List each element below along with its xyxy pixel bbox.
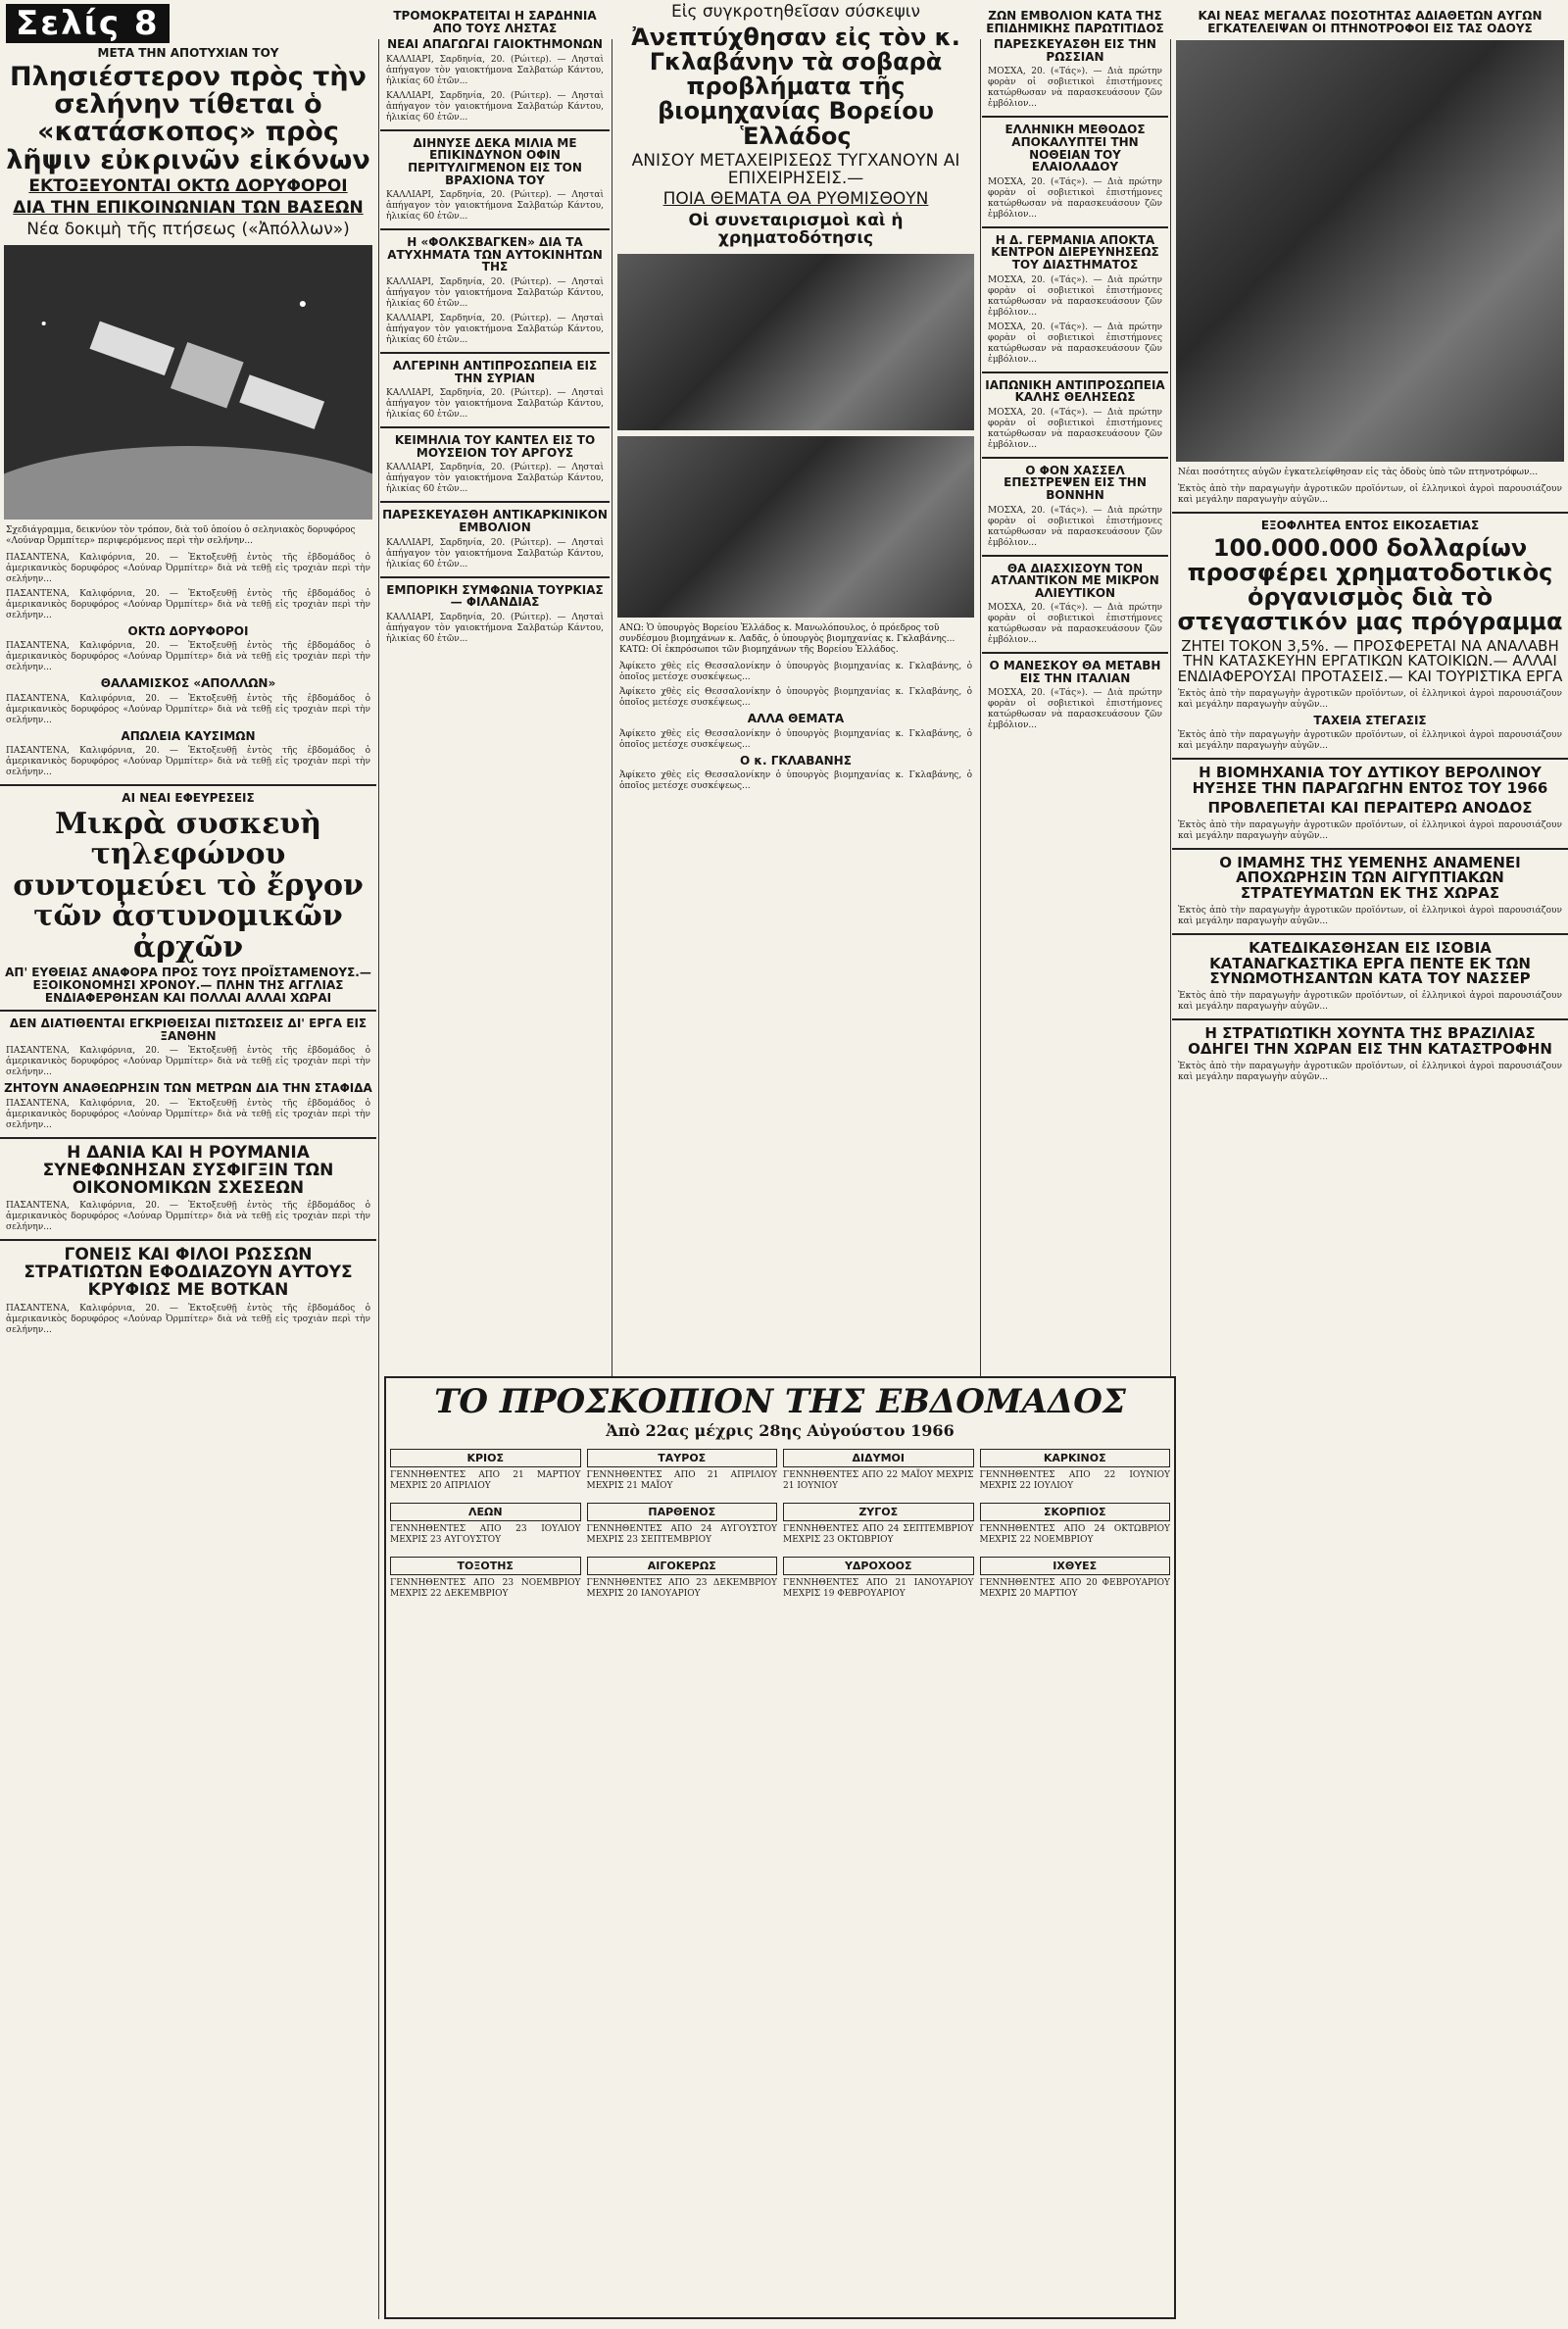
article-headline: ΚΑΙ ΝΕΑΣ ΜΕΓΑΛΑΣ ΠΟΣΟΤΗΤΑΣ ΑΔΙΑΘΕΤΩΝ ΑΥΓΩΝ ΕΓΚΑΤΕΛΕΙΨΑΝ ΟΙ ΠΤΗΝΟΤΡΟΦΟΙ ΕΙΣ ΤΑΣ ΟΔΟΥΣ xyxy=(1198,9,1543,35)
article-body: ΚΑΛΛΙΑΡΙ, Σαρδηνία, 20. (Ρώιτερ). — Λησταὶ ἀπήγαγον τὸν γαιοκτήμονα Σαλβατώρ Κάντου, ἡλικίας 60 ἐτῶν... xyxy=(386,463,604,495)
article-headline: ΕΛΛΗΝΙΚΗ ΜΕΘΟΔΟΣ ΑΠΟΚΑΛΥΠΤΕΙ ΤΗΝ ΝΟΘΕΙΑΝ ΤΟΥ ΕΛΑΙΟΛΑΔΟΥ xyxy=(1004,123,1146,174)
divider xyxy=(380,352,610,354)
article-headline: ΑΛΓΕΡΙΝΗ ΑΝΤΙΠΡΟΣΩΠΕΙΑ ΕΙΣ ΤΗΝ ΣΥΡΙΑΝ xyxy=(392,358,598,385)
headline-phone-device: Μικρὰ συσκευὴ τηλεφώνου συντομεύει τὸ ἔργον τῶν ἀστυνομικῶν ἀρχῶν xyxy=(13,806,364,965)
subhead: ΝΕΑΙ ΑΠΑΓΩΓΑΙ ΓΑΙΟΚΤΗΜΟΝΩΝ xyxy=(387,37,603,52)
zodiac-sign xyxy=(783,1446,974,1494)
zodiac-text: ΓΕΝΝΗΘΕΝΤΕΣ ΑΠΟ 23 ΝΟΕΜΒΡΙΟΥ ΜΕΧΡΙΣ 22 ΔΕΚΕΜΒΡΙΟΥ xyxy=(390,1578,581,1599)
zodiac-sign xyxy=(980,1500,1171,1548)
horoscope-box xyxy=(384,1376,1176,2319)
column-3 xyxy=(613,0,978,1372)
divider xyxy=(1172,1018,1568,1020)
divider xyxy=(1172,512,1568,514)
article-body: Ἀφίκετο χθὲς εἰς Θεσσαλονίκην ὁ ὑπουργὸς βιομηχανίας κ. Γκλαβάνης, ὁ ὁποῖος μετέσχε συσκέψεως... xyxy=(619,662,972,682)
leo-icon: ΛΕΩΝ xyxy=(390,1503,581,1521)
article-body: ΠΑΣΑΝΤΕΝΑ, Καλιφόρνια, 20. — Ἐκτοξευθῇ ἐντὸς τῆς ἑβδομάδος ὁ ἀμερικανικὸς δορυφόρος «Λούναρ Ὀρμπίτερ» διὰ νὰ τεθῇ εἰς τροχιὰν περὶ τὴν σελήνην... xyxy=(6,693,370,725)
article-body: ΚΑΛΛΙΑΡΙ, Σαρδηνία, 20. (Ρώιτερ). — Λησταὶ ἀπήγαγον τὸν γαιοκτήμονα Σαλβατώρ Κάντου, ἡλικίας 60 ἐτῶν... xyxy=(386,190,604,223)
subhead: ΠΑΡΕΣΚΕΥΑΣΘΗ ΕΙΣ ΤΗΝ ΡΩΣΣΙΑΝ xyxy=(994,37,1156,64)
column-5 xyxy=(1172,0,1568,2329)
divider xyxy=(1172,933,1568,935)
zodiac-text: ΓΕΝΝΗΘΕΝΤΕΣ ΑΠΟ 20 ΦΕΒΡΟΥΑΡΙΟΥ ΜΕΧΡΙΣ 20 ΜΑΡΤΙΟΥ xyxy=(979,1578,1170,1599)
zodiac-text: ΓΕΝΝΗΘΕΝΤΕΣ ΑΠΟ 24 ΑΥΓΟΥΣΤΟΥ ΜΕΧΡΙΣ 23 ΣΕΠΤΕΜΒΡΙΟΥ xyxy=(586,1524,777,1545)
article-body: ΠΑΣΑΝΤΕΝΑ, Καλιφόρνια, 20. — Ἐκτοξευθῇ ἐντὸς τῆς ἑβδομάδος ὁ ἀμερικανικὸς δορυφόρος «Λούναρ Ὀρμπίτερ» διὰ νὰ τεθῇ εἰς τροχιὰν περὶ τὴν σελήνην... xyxy=(6,1201,370,1233)
zodiac-sign xyxy=(980,1554,1171,1602)
zodiac-text: ΓΕΝΝΗΘΕΝΤΕΣ ΑΠΟ 23 ΔΕΚΕΜΒΡΙΟΥ ΜΕΧΡΙΣ 20 ΙΑΝΟΥΑΡΙΟΥ xyxy=(586,1578,777,1599)
zodiac-sign xyxy=(980,1446,1171,1494)
zodiac-sign xyxy=(783,1500,974,1548)
divider xyxy=(380,129,610,131)
subhead: ΔΙΑ ΤΗΝ ΕΠΙΚΟΙΝΩΝΙΑΝ ΤΩΝ ΒΑΣΕΩΝ xyxy=(13,197,364,218)
article-body: ΚΑΛΛΙΑΡΙ, Σαρδηνία, 20. (Ρώιτερ). — Λησταὶ ἀπήγαγον τὸν γαιοκτήμονα Σαλβατώρ Κάντου, ἡλικίας 60 ἐτῶν... xyxy=(386,313,604,345)
zodiac-grid xyxy=(390,1446,1170,1602)
zodiac-text: ΓΕΝΝΗΘΕΝΤΕΣ ΑΠΟ 24 ΣΕΠΤΕΜΒΡΙΟΥ ΜΕΧΡΙΣ 23 ΟΚΤΩΒΡΙΟΥ xyxy=(783,1524,974,1545)
virgo-icon: ΠΑΡΘΕΝΟΣ xyxy=(587,1503,778,1521)
article-body: ΚΑΛΛΙΑΡΙ, Σαρδηνία, 20. (Ρώιτερ). — Λησταὶ ἀπήγαγον τὸν γαιοκτήμονα Σαλβατώρ Κάντου, ἡλικίας 60 ἐτῶν... xyxy=(386,90,604,123)
divider xyxy=(1172,848,1568,850)
zodiac-text: ΓΕΝΝΗΘΕΝΤΕΣ ΑΠΟ 21 ΜΑΡΤΙΟΥ ΜΕΧΡΙΣ 20 ΑΠΡΙΛΙΟΥ xyxy=(390,1470,581,1491)
divider xyxy=(380,426,610,428)
article-headline: ΤΡΟΜΟΚΡΑΤΕΙΤΑΙ Η ΣΑΡΔΗΝΙΑ ΑΠΟ ΤΟΥΣ ΛΗΣΤΑΣ xyxy=(393,9,597,35)
article-headline: ΚΑΤΕΔΙΚΑΣΘΗΣΑΝ ΕΙΣ ΙΣΟΒΙΑ ΚΑΤΑΝΑΓΚΑΣΤΙΚΑ ΕΡΓΑ ΠΕΝΤΕ ΕΚ ΤΩΝ ΣΥΝΩΜΟΤΗΣΑΝΤΩΝ ΚΑΤΑ ΤΟΥ ΝΑΣΣΕΡ xyxy=(1209,938,1531,988)
article-headline: ΠΑΡΕΣΚΕΥΑΣΘΗ ΑΝΤΙΚΑΡΚΙΝΙΚΟΝ ΕΜΒΟΛΙΟΝ xyxy=(382,508,608,534)
article-headline: ΕΜΠΟΡΙΚΗ ΣΥΜΦΩΝΙΑ ΤΟΥΡΚΙΑΣ — ΦΙΛΑΝΔΙΑΣ xyxy=(386,582,604,610)
subhead: ΖΗΤΕΙ ΤΟΚΟΝ 3,5%. — ΠΡΟΣΦΕΡΕΤΑΙ ΝΑ ΑΝΑΛΑΒΗ ΤΗΝ ΚΑΤΑΣΚΕΥΗΝ ΕΡΓΑΤΙΚΩΝ ΚΑΤΟΙΚΙΩΝ.— ΑΛΛΑΙ ΕΝΔΙΑΦΕΡΟΥΣΑΙ ΠΡΟΤΑΣΕΙΣ.— ΚΑΙ ΤΟΥΡΙΣΤΙΚΑ ΕΡΓΑ xyxy=(1177,636,1563,686)
subhead: ΑΠ' ΕΥΘΕΙΑΣ ΑΝΑΦΟΡΑ ΠΡΟΣ ΤΟΥΣ ΠΡΟΪΣΤΑΜΕΝΟΥΣ.— ΕΞΟΙΚΟΝΟΜΗΣΙ ΧΡΟΝΟΥ.— ΠΛΗΝ ΤΗΣ ΑΓΓΛΙΑΣ ΕΝΔΙΑΦΕΡΘΗΣΑΝ ΚΑΙ ΠΟΛΛΑΙ ΑΛΛΑΙ ΧΩΡΑΙ xyxy=(5,966,371,1005)
article-headline: ΓΟΝΕΙΣ ΚΑΙ ΦΙΛΟΙ ΡΩΣΣΩΝ ΣΤΡΑΤΙΩΤΩΝ ΕΦΟΔΙΑΖΟΥΝ ΑΥΤΟΥΣ ΚΡΥΦΙΩΣ ΜΕ ΒΟΤΚΑΝ xyxy=(24,1245,353,1301)
divider xyxy=(0,1010,376,1012)
article-headline: Η ΒΙΟΜΗΧΑΝΙΑ ΤΟΥ ΔΥΤΙΚΟΥ ΒΕΡΟΛΙΝΟΥ ΗΥΞΗΣΕ ΤΗΝ ΠΑΡΑΓΩΓΗΝ ΕΝΤΟΣ ΤΟΥ 1966 xyxy=(1192,764,1548,798)
meeting-photo-bottom xyxy=(617,436,974,618)
article-headline: ΔΕΝ ΔΙΑΤΙΘΕΝΤΑΙ ΕΓΚΡΙΘΕΙΣΑΙ ΠΙΣΤΩΣΕΙΣ ΔΙ' ΕΡΓΑ ΕΙΣ ΞΑΝΘΗΝ xyxy=(9,1016,368,1043)
article-body: ΜΟΣΧΑ, 20. («Τάς»). — Διὰ πρώτην φορὰν οἱ σοβιετικοὶ ἐπιστήμονες κατώρθωσαν νὰ παρασκευάσουν ζῶν ἐμβόλιον... xyxy=(988,603,1162,646)
subhead: ΑΝΙΣΟΥ ΜΕΤΑΧΕΙΡΙΣΕΩΣ ΤΥΓΧΑΝΟΥΝ ΑΙ ΕΠΙΧΕΙΡΗΣΕΙΣ.— xyxy=(631,150,960,188)
divider xyxy=(982,116,1168,118)
divider xyxy=(982,457,1168,459)
lunar-orbiter-illustration xyxy=(4,245,372,520)
horoscope-dates: Ἀπὸ 22ας μέχρις 28ης Αὐγούστου 1966 xyxy=(606,1421,955,1440)
horoscope-title: ΤΟ ΠΡΟΣΚΟΠΙΟΝ ΤΗΣ ΕΒΔΟΜΑΔΟΣ xyxy=(434,1382,1126,1421)
article-body: ΠΑΣΑΝΤΕΝΑ, Καλιφόρνια, 20. — Ἐκτοξευθῇ ἐντὸς τῆς ἑβδομάδος ὁ ἀμερικανικὸς δορυφόρος «Λούναρ Ὀρμπίτερ» διὰ νὰ τεθῇ εἰς τροχιὰν περὶ τὴν σελήνην... xyxy=(6,1046,370,1078)
column-4 xyxy=(982,0,1168,1372)
photo-caption: Σχεδιάγραμμα, δεικνύον τὸν τρόπον, διὰ τοῦ ὁποίου ὁ σεληνιακὸς δορυφόρος «Λούναρ Ὀρμπίτερ» περιφερόμενος περὶ τὴν σελήνην... xyxy=(6,524,356,546)
article-body: ΜΟΣΧΑ, 20. («Τάς»). — Διὰ πρώτην φορὰν οἱ σοβιετικοὶ ἐπιστήμονες κατώρθωσαν νὰ παρασκευάσουν ζῶν ἐμβόλιον... xyxy=(988,505,1162,548)
column-1 xyxy=(0,0,376,2329)
article-body: ΜΟΣΧΑ, 20. («Τάς»). — Διὰ πρώτην φορὰν οἱ σοβιετικοὶ ἐπιστήμονες κατώρθωσαν νὰ παρασκευάσουν ζῶν ἐμβόλιον... xyxy=(988,322,1162,365)
subhead: ΠΟΙΑ ΘΕΜΑΤΑ ΘΑ ΡΥΘΜΙΣΘΟΥΝ xyxy=(662,189,929,210)
article-body: Ἐκτὸς ἀπὸ τὴν παραγωγὴν ἀγροτικῶν προϊόντων, οἱ ἑλληνικοὶ ἀγροὶ παρουσιάζουν καὶ μεγάλην παραγωγὴν αὐγῶν... xyxy=(1178,819,1562,841)
article-body: Ἀφίκετο χθὲς εἰς Θεσσαλονίκην ὁ ὑπουργὸς βιομηχανίας κ. Γκλαβάνης, ὁ ὁποῖος μετέσχε συσκέψεως... xyxy=(619,770,972,792)
zodiac-sign xyxy=(783,1554,974,1602)
article-headline: ΚΕΙΜΗΛΙΑ ΤΟΥ ΚΑΝΤΕΛ ΕΙΣ ΤΟ ΜΟΥΣΕΙΟΝ ΤΟΥ ΑΡΓΟΥΣ xyxy=(394,433,596,460)
page-logo: Σελίς 8 xyxy=(6,4,170,43)
article-headline: Η ΣΤΡΑΤΙΩΤΙΚΗ ΧΟΥΝΤΑ ΤΗΣ ΒΡΑΖΙΛΙΑΣ ΟΔΗΓΕΙ ΤΗΝ ΧΩΡΑΝ ΕΙΣ ΤΗΝ ΚΑΤΑΣΤΡΟΦΗΝ xyxy=(1188,1024,1552,1058)
article-body: ΚΑΛΛΙΑΡΙ, Σαρδηνία, 20. (Ρώιτερ). — Λησταὶ ἀπήγαγον τὸν γαιοκτήμονα Σαλβατώρ Κάντου, ἡλικίας 60 ἐτῶν... xyxy=(386,537,604,570)
article-body: ΜΟΣΧΑ, 20. («Τάς»). — Διὰ πρώτην φορὰν οἱ σοβιετικοὶ ἐπιστήμονες κατώρθωσαν νὰ παρασκευάσουν ζῶν ἐμβόλιον... xyxy=(988,176,1162,220)
article-headline: Η «ΦΟΛΚΣΒΑΓΚΕΝ» ΔΙΑ ΤΑ ΑΤΥΧΗΜΑΤΑ ΤΩΝ ΑΥΤΟΚΙΝΗΤΩΝ ΤΗΣ xyxy=(387,235,603,274)
section-kicker: ΕΞΟΦΛΗΤΕΑ ΕΝΤΟΣ ΕΙΚΟΣΑΕΤΙΑΣ xyxy=(1260,519,1480,533)
article-body: ΠΑΣΑΝΤΕΝΑ, Καλιφόρνια, 20. — Ἐκτοξευθῇ ἐντὸς τῆς ἑβδομάδος ὁ ἀμερικανικὸς δορυφόρος «Λούναρ Ὀρμπίτερ» διὰ νὰ τεθῇ εἰς τροχιὰν περὶ τὴν σελήνην... xyxy=(6,588,370,620)
zodiac-sign xyxy=(390,1446,581,1494)
article-body: ΜΟΣΧΑ, 20. («Τάς»). — Διὰ πρώτην φορὰν οἱ σοβιετικοὶ ἐπιστήμονες κατώρθωσαν νὰ παρασκευάσουν ζῶν ἐμβόλιον... xyxy=(988,407,1162,450)
article-body: Ἐκτὸς ἀπὸ τὴν παραγωγὴν ἀγροτικῶν προϊόντων, οἱ ἑλληνικοὶ ἀγροὶ παρουσιάζουν καὶ μεγάλην παραγωγὴν αὐγῶν... xyxy=(1178,991,1562,1013)
article-headline: ΔΙΗΝΥΣΕ ΔΕΚΑ ΜΙΛΙΑ ΜΕ ΕΠΙΚΙΝΔΥΝΟΝ ΟΦΙΝ ΠΕΡΙΤΥΛΙΓΜΕΝΟΝ ΕΙΣ ΤΟΝ ΒΡΑΧΙΟΝΑ ΤΟΥ xyxy=(408,135,582,187)
article-headline: Ο ΜΑΝΕΣΚΟΥ ΘΑ ΜΕΤΑΒΗ ΕΙΣ ΤΗΝ ΙΤΑΛΙΑΝ xyxy=(989,659,1161,685)
scorpio-icon: ΣΚΟΡΠΙΟΣ xyxy=(980,1503,1171,1521)
zodiac-text: ΓΕΝΝΗΘΕΝΤΕΣ ΑΠΟ 24 ΟΚΤΩΒΡΙΟΥ ΜΕΧΡΙΣ 22 ΝΟΕΜΒΡΙΟΥ xyxy=(979,1524,1170,1545)
article-body: Ἀφίκετο χθὲς εἰς Θεσσαλονίκην ὁ ὑπουργὸς βιομηχανίας κ. Γκλαβάνης, ὁ ὁποῖος μετέσχε συσκέψεως... xyxy=(619,687,972,708)
article-body: Ἀφίκετο χθὲς εἰς Θεσσαλονίκην ὁ ὑπουργὸς βιομηχανίας κ. Γκλαβάνης, ὁ ὁποῖος μετέσχε συσκέψεως... xyxy=(619,728,972,750)
article-body: ΠΑΣΑΝΤΕΝΑ, Καλιφόρνια, 20. — Ἐκτοξευθῇ ἐντὸς τῆς ἑβδομάδος ὁ ἀμερικανικὸς δορυφόρος «Λούναρ Ὀρμπίτερ» διὰ νὰ τεθῇ εἰς τροχιὰν περὶ τὴν σελήνην... xyxy=(6,1098,370,1130)
headline-moon-probe: Πλησιέστερον πρὸς τὴν σελήνην τίθεται ὁ «κατάσκοπος» πρὸς λῆψιν εὐκρινῶν εἰκόνων xyxy=(6,61,370,175)
article-body: Ἐκτὸς ἀπὸ τὴν παραγωγὴν ἀγροτικῶν προϊόντων, οἱ ἑλληνικοὶ ἀγροὶ παρουσιάζουν καὶ μεγάλην παραγωγὴν αὐγῶν... xyxy=(1178,1061,1562,1082)
aquarius-icon: ΥΔΡΟΧΟΟΣ xyxy=(783,1557,974,1575)
article-body: ΜΟΣΧΑ, 20. («Τάς»). — Διὰ πρώτην φορὰν οἱ σοβιετικοὶ ἐπιστήμονες κατώρθωσαν νὰ παρασκευάσουν ζῶν ἐμβόλιον... xyxy=(988,274,1162,318)
section-heading: ΟΚΤΩ ΔΟΡΥΦΟΡΟΙ xyxy=(127,623,249,638)
article-body: ΜΟΣΧΑ, 20. («Τάς»). — Διὰ πρώτην φορὰν οἱ σοβιετικοὶ ἐπιστήμονες κατώρθωσαν νὰ παρασκευάσουν ζῶν ἐμβόλιον... xyxy=(988,67,1162,110)
article-headline: Ο ΙΜΑΜΗΣ ΤΗΣ ΥΕΜΕΝΗΣ ΑΝΑΜΕΝΕΙ ΑΠΟΧΩΡΗΣΙΝ ΤΩΝ ΑΙΓΥΠΤΙΑΚΩΝ ΣΤΡΑΤΕΥΜΑΤΩΝ ΕΚ ΤΗΣ ΧΩΡΑΣ xyxy=(1219,853,1521,903)
aries-icon: ΚΡΙΟΣ xyxy=(390,1449,581,1467)
article-headline: ΙΑΠΩΝΙΚΗ ΑΝΤΙΠΡΟΣΩΠΕΙΑ ΚΑΛΗΣ ΘΕΛΗΣΕΩΣ xyxy=(985,377,1165,405)
article-body: ΠΑΣΑΝΤΕΝΑ, Καλιφόρνια, 20. — Ἐκτοξευθῇ ἐντὸς τῆς ἑβδομάδος ὁ ἀμερικανικὸς δορυφόρος «Λούναρ Ὀρμπίτερ» διὰ νὰ τεθῇ εἰς τροχιὰν περὶ τὴν σελήνην... xyxy=(6,1304,370,1335)
section-heading: Ο κ. ΓΚΛΑΒΑΝΗΣ xyxy=(740,753,852,768)
satellite-icon xyxy=(4,245,372,520)
subhead: ΠΡΟΒΛΕΠΕΤΑΙ ΚΑΙ ΠΕΡΑΙΤΕΡΩ ΑΝΟΔΟΣ xyxy=(1207,798,1533,817)
divider xyxy=(982,652,1168,654)
photo-caption: Νέαι ποσότητες αὐγῶν ἐγκατελείφθησαν εἰς τὰς ὁδοὺς ὑπὸ τῶν πτηνοτρόφων... xyxy=(1178,468,1539,478)
divider xyxy=(0,1239,376,1241)
article-body: ΠΑΣΑΝΤΕΝΑ, Καλιφόρνια, 20. — Ἐκτοξευθῇ ἐντὸς τῆς ἑβδομάδος ὁ ἀμερικανικὸς δορυφόρος «Λούναρ Ὀρμπίτερ» διὰ νὰ τεθῇ εἰς τροχιὰν περὶ τὴν σελήνην... xyxy=(6,552,370,584)
headline-glavanis: Ἀνεπτύχθησαν εἰς τὸν κ. Γκλαβάνην τὰ σοβαρὰ προβλήματα τῆς βιομηχανίας Βορείου Ἑλλάδος xyxy=(631,23,960,150)
divider xyxy=(1172,758,1568,760)
article-body: ΜΟΣΧΑ, 20. («Τάς»). — Διὰ πρώτην φορὰν οἱ σοβιετικοὶ ἐπιστήμονες κατώρθωσαν νὰ παρασκευάσουν ζῶν ἐμβόλιον... xyxy=(988,688,1162,731)
article-body: ΚΑΛΛΙΑΡΙ, Σαρδηνία, 20. (Ρώιτερ). — Λησταὶ ἀπήγαγον τὸν γαιοκτήμονα Σαλβατώρ Κάντου, ἡλικίας 60 ἐτῶν... xyxy=(386,276,604,309)
column-rule xyxy=(378,39,379,2319)
article-headline: Η Δ. ΓΕΡΜΑΝΙΑ ΑΠΟΚΤΑ ΚΕΝΤΡΟΝ ΔΙΕΡΕΥΝΗΣΕΩΣ ΤΟΥ ΔΙΑΣΤΗΜΑΤΟΣ xyxy=(991,232,1159,272)
article-headline: Η ΔΑΝΙΑ ΚΑΙ Η ΡΟΥΜΑΝΙΑ ΣΥΝΕΦΩΝΗΣΑΝ ΣΥΣΦΙΓΞΙΝ ΤΩΝ ΟΙΚΟΝΟΜΙΚΩΝ ΣΧΕΣΕΩΝ xyxy=(42,1142,334,1198)
pisces-icon: ΙΧΘΥΕΣ xyxy=(980,1557,1171,1575)
zodiac-sign xyxy=(390,1500,581,1548)
article-body: ΚΑΛΛΙΑΡΙ, Σαρδηνία, 20. (Ρώιτερ). — Λησταὶ ἀπήγαγον τὸν γαιοκτήμονα Σαλβατώρ Κάντου, ἡλικίας 60 ἐτῶν... xyxy=(386,388,604,421)
subhead: Οἱ συνεταιρισμοὶ καὶ ἡ χρηματοδότησις xyxy=(688,211,904,249)
article-headline: Ο ΦΟΝ ΧΑΣΣΕΛ ΕΠΕΣΤΡΕΨΕΝ ΕΙΣ ΤΗΝ ΒΟΝΝΗΝ xyxy=(1004,463,1147,502)
subhead: Νέα δοκιμὴ τῆς πτήσεως («Ἀπόλλων») xyxy=(26,219,350,239)
zodiac-text: ΓΕΝΝΗΘΕΝΤΕΣ ΑΠΟ 22 ΜΑΪΟΥ ΜΕΧΡΙΣ 21 ΙΟΥΝΙΟΥ xyxy=(783,1470,974,1491)
eggs-street-photo xyxy=(1176,40,1564,462)
article-headline: ΖΗΤΟΥΝ ΑΝΑΘΕΩΡΗΣΙΝ ΤΩΝ ΜΕΤΡΩΝ ΔΙΑ ΤΗΝ ΣΤΑΦΙΔΑ xyxy=(4,1081,372,1096)
article-body: Ἐκτὸς ἀπὸ τὴν παραγωγὴν ἀγροτικῶν προϊόντων, οἱ ἑλληνικοὶ ἀγροὶ παρουσιάζουν καὶ μεγάλην παραγωγὴν αὐγῶν... xyxy=(1178,484,1562,506)
headline-100m-dollars: 100.000.000 δολλαρίων προσφέρει χρηματοδοτικὸς ὀργανισμὸς διὰ τὸ στεγαστικόν μας πρόγραμμα xyxy=(1177,533,1563,636)
article-headline: ΘΑ ΔΙΑΣΧΙΣΟΥΝ ΤΟΝ ΑΤΛΑΝΤΙΚΟΝ ΜΕ ΜΙΚΡΟΝ ΑΛΙΕΥΤΙΚΟΝ xyxy=(991,561,1159,600)
taurus-icon: ΤΑΥΡΟΣ xyxy=(587,1449,778,1467)
zodiac-text: ΓΕΝΝΗΘΕΝΤΕΣ ΑΠΟ 21 ΑΠΡΙΛΙΟΥ ΜΕΧΡΙΣ 21 ΜΑΪΟΥ xyxy=(586,1470,777,1491)
zodiac-text: ΓΕΝΝΗΘΕΝΤΕΣ ΑΠΟ 22 ΙΟΥΝΙΟΥ ΜΕΧΡΙΣ 22 ΙΟΥΛΙΟΥ xyxy=(979,1470,1170,1491)
divider xyxy=(982,555,1168,557)
zodiac-sign xyxy=(587,1446,778,1494)
kicker: Εἰς συγκροτηθεῖσαν σύσκεψιν xyxy=(670,2,921,22)
photo-caption: ΑΝΩ: Ὁ ὑπουργὸς Βορείου Ἑλλάδος κ. Μανωλόπουλος, ὁ πρόεδρος τοῦ συνδέσμου βιομηχάνων κ. Λαδᾶς, ὁ ὑπουργὸς βιομηχανίας κ. Γκλαβάνης... ΚΑΤΩ: Οἱ ἐκπρόσωποι τῶν βιομηχάνων τῆς Βορείου Ἑλλάδος. xyxy=(619,623,956,655)
article-body: Ἐκτὸς ἀπὸ τὴν παραγωγὴν ἀγροτικῶν προϊόντων, οἱ ἑλληνικοὶ ἀγροὶ παρουσιάζουν καὶ μεγάλην παραγωγὴν αὐγῶν... xyxy=(1178,905,1562,926)
gemini-icon: ΔΙΔΥΜΟΙ xyxy=(783,1449,974,1467)
meeting-photo-top xyxy=(617,254,974,430)
section-heading: ΑΠΩΛΕΙΑ ΚΑΥΣΙΜΩΝ xyxy=(121,728,256,743)
zodiac-sign xyxy=(390,1554,581,1602)
divider xyxy=(380,576,610,578)
divider xyxy=(982,372,1168,373)
zodiac-text: ΓΕΝΝΗΘΕΝΤΕΣ ΑΠΟ 23 ΙΟΥΛΙΟΥ ΜΕΧΡΙΣ 23 ΑΥΓΟΥΣΤΟΥ xyxy=(390,1524,581,1545)
section-heading: ΤΑΧΕΙΑ ΣΤΕΓΑΣΙΣ xyxy=(1313,713,1427,727)
section-heading: ΑΛΛΑ ΘΕΜΑΤΑ xyxy=(747,712,845,725)
section-kicker: ΑΙ ΝΕΑΙ ΕΦΕΥΡΕΣΕΙΣ xyxy=(122,791,255,806)
divider xyxy=(0,1137,376,1139)
article-body: ΠΑΣΑΝΤΕΝΑ, Καλιφόρνια, 20. — Ἐκτοξευθῇ ἐντὸς τῆς ἑβδομάδος ὁ ἀμερικανικὸς δορυφόρος «Λούναρ Ὀρμπίτερ» διὰ νὰ τεθῇ εἰς τροχιὰν περὶ τὴν σελήνην... xyxy=(6,641,370,673)
libra-icon: ΖΥΓΟΣ xyxy=(783,1503,974,1521)
article-body: Ἐκτὸς ἀπὸ τὴν παραγωγὴν ἀγροτικῶν προϊόντων, οἱ ἑλληνικοὶ ἀγροὶ παρουσιάζουν καὶ μεγάλην παραγωγὴν αὐγῶν... xyxy=(1178,730,1562,752)
zodiac-sign xyxy=(587,1554,778,1602)
article-body: ΠΑΣΑΝΤΕΝΑ, Καλιφόρνια, 20. — Ἐκτοξευθῇ ἐντὸς τῆς ἑβδομάδος ὁ ἀμερικανικὸς δορυφόρος «Λούναρ Ὀρμπίτερ» διὰ νὰ τεθῇ εἰς τροχιὰν περὶ τὴν σελήνην... xyxy=(6,746,370,778)
divider xyxy=(982,226,1168,228)
subhead: ΕΚΤΟΞΕΥΟΝΤΑΙ ΟΚΤΩ ΔΟΡΥΦΟΡΟΙ xyxy=(28,175,348,196)
divider xyxy=(380,228,610,230)
cancer-icon: ΚΑΡΚΙΝΟΣ xyxy=(980,1449,1171,1467)
masthead xyxy=(6,4,370,43)
article-headline: ΖΩΝ ΕΜΒΟΛΙΟΝ ΚΑΤΑ ΤΗΣ ΕΠΙΔΗΜΙΚΗΣ ΠΑΡΩΤΙΤΙΔΟΣ xyxy=(986,9,1164,35)
capricorn-icon: ΑΙΓΟΚΕΡΩΣ xyxy=(587,1557,778,1575)
divider xyxy=(380,501,610,503)
article-body: Ἐκτὸς ἀπὸ τὴν παραγωγὴν ἀγροτικῶν προϊόντων, οἱ ἑλληνικοὶ ἀγροὶ παρουσιάζουν καὶ μεγάλην παραγωγὴν αὐγῶν... xyxy=(1178,688,1562,710)
article-body: ΚΑΛΛΙΑΡΙ, Σαρδηνία, 20. (Ρώιτερ). — Λησταὶ ἀπήγαγον τὸν γαιοκτήμονα Σαλβατώρ Κάντου, ἡλικίας 60 ἐτῶν... xyxy=(386,54,604,86)
kicker: ΜΕΤΑ ΤΗΝ ΑΠΟΤΥΧΙΑΝ ΤΟΥ xyxy=(97,46,279,60)
zodiac-text: ΓΕΝΝΗΘΕΝΤΕΣ ΑΠΟ 21 ΙΑΝΟΥΑΡΙΟΥ ΜΕΧΡΙΣ 19 ΦΕΒΡΟΥΑΡΙΟΥ xyxy=(783,1578,974,1599)
article-body: ΚΑΛΛΙΑΡΙ, Σαρδηνία, 20. (Ρώιτερ). — Λησταὶ ἀπήγαγον τὸν γαιοκτήμονα Σαλβατώρ Κάντου, ἡλικίας 60 ἐτῶν... xyxy=(386,612,604,644)
sagittarius-icon: ΤΟΞΟΤΗΣ xyxy=(390,1557,581,1575)
divider xyxy=(0,784,376,786)
section-heading: ΘΑΛΑΜΙΣΚΟΣ «ΑΠΟΛΛΩΝ» xyxy=(100,676,276,691)
zodiac-sign xyxy=(587,1500,778,1548)
